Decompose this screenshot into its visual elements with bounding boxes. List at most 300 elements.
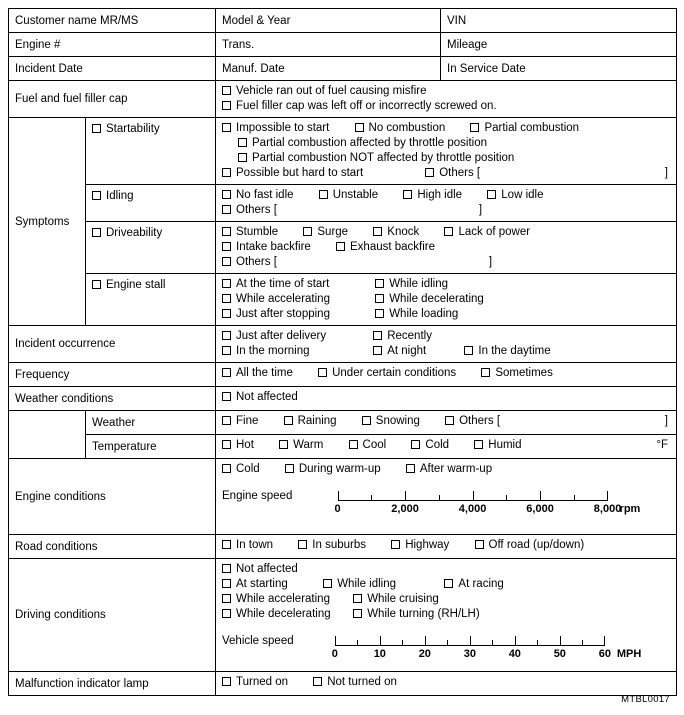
option-while-turning [353,607,479,622]
form-table [8,8,677,696]
checkbox[interactable] [470,123,479,132]
scale-tick-label: 10 [373,648,386,660]
option-label: Partial combustion [484,122,580,134]
option-label: Snowing [375,415,420,427]
option-all-the-time [222,366,293,381]
option-humid [474,438,521,453]
option-label: Not affected [236,391,298,403]
option-label: Others [ [236,256,277,268]
idling-row [9,185,677,222]
label-road-conditions [9,535,216,559]
checkbox[interactable] [319,190,328,199]
option-while-accelerating-stall [222,292,372,307]
checkbox[interactable] [425,168,434,177]
option-unstable [319,188,378,203]
option-in-town [222,538,273,553]
option-while-idling-stall [375,277,448,292]
cell-text: Trans. [222,38,255,51]
label-driving-conditions [9,559,216,672]
checkbox[interactable] [323,579,332,588]
label-temperature [86,435,216,459]
option-label: Under certain conditions [332,367,457,379]
label-weather-conditions [9,387,216,411]
driveability-row [9,222,677,274]
fuel-row [9,81,677,118]
weather-row [9,411,677,435]
checkbox[interactable] [375,309,384,318]
option-label: Recently [387,330,432,342]
option-label: Others [ [459,415,501,427]
checkbox[interactable] [222,579,231,588]
option-ran-out-of-fuel [222,84,427,99]
option-label: Cold [236,463,260,475]
option-partial-not-affected-throttle [238,151,514,166]
option-partial-affected-throttle [238,136,487,151]
header-row-2 [9,33,677,57]
row-label: Weather conditions [15,392,114,405]
cell-mileage [441,33,677,57]
symptom-driveability-cell [86,222,216,274]
symptom-engine-stall-cell [86,274,216,326]
checkbox[interactable] [375,279,384,288]
option-weather-not-affected [222,390,298,405]
cell-text: Manuf. Date [222,62,285,75]
checkbox[interactable] [222,190,231,199]
option-label: In suburbs [312,539,366,551]
bracket-close: ] [478,204,483,216]
row-label: Road conditions [15,540,98,553]
symptom-idling-cell [86,185,216,222]
scale-tick-label: 0 [334,503,341,515]
option-startability [92,123,160,135]
option-exhaust-backfire [336,240,435,255]
row-label: Temperature [92,440,157,453]
option-while-loading [375,307,458,322]
option-label: In the daytime [478,345,551,357]
incident-occurrence-options [216,326,677,363]
option-label: While accelerating [236,293,330,305]
option-label: Intake backfire [236,241,311,253]
option-at-night [373,344,461,359]
option-in-the-daytime [464,344,550,359]
option-impossible-to-start [222,121,329,136]
option-engine-cold [222,462,260,477]
checkbox[interactable] [279,440,288,449]
road-conditions-options [216,535,677,559]
temperature-options [216,435,677,459]
option-label: Fuel filler cap was left off or incorrectly screwed on. [236,100,497,112]
option-recently [373,329,432,344]
cell-vin [441,9,677,33]
engine-conditions-row [9,459,677,535]
cell-customer-name [9,9,216,33]
option-label: Idling [106,190,134,202]
driving-conditions-options [216,559,677,672]
cell-text: Customer name MR/MS [15,14,139,27]
option-label: No fast idle [236,189,294,201]
option-stumble [222,225,278,240]
row-label: Incident occurrence [15,338,116,350]
form-code: MTBL0017 [621,694,670,705]
scale-unit: MPH [616,648,642,660]
option-idling [92,190,134,202]
road-conditions-row [9,535,677,559]
option-at-time-of-start [222,277,372,292]
cell-model-year [216,9,441,33]
label-incident-occurrence [9,326,216,363]
option-label: Not affected [236,563,298,575]
option-label: All the time [236,367,293,379]
checkbox[interactable] [475,540,484,549]
startability-options [216,118,677,185]
checkbox[interactable] [406,464,415,473]
checkbox[interactable] [92,228,101,237]
option-label: While decelerating [236,608,331,620]
driving-conditions-row [9,559,677,672]
scale-tick-label: 0 [331,648,338,660]
checkbox[interactable] [222,205,231,214]
checkbox[interactable] [222,168,231,177]
checkbox[interactable] [336,242,345,251]
option-label: Highway [405,539,450,551]
checkbox[interactable] [298,540,307,549]
option-while-cruising [353,592,439,607]
checkbox[interactable] [222,392,231,401]
option-label: Humid [488,439,522,451]
row-label: Malfunction indicator lamp [15,677,149,690]
option-label: Hot [236,439,254,451]
engine-speed-scale [334,491,641,521]
checkbox[interactable] [355,123,364,132]
option-label: Unstable [332,189,379,201]
checkbox[interactable] [222,594,231,603]
checkbox[interactable] [222,416,231,425]
option-label: Fine [236,415,259,427]
engine-stall-options [216,274,677,326]
scale-tick-label: 6,000 [526,503,554,515]
option-at-starting [222,577,320,592]
checkbox[interactable] [222,309,231,318]
checkbox[interactable] [362,416,371,425]
option-at-racing [444,577,503,592]
option-in-the-morning [222,344,370,359]
option-just-after-delivery [222,329,370,344]
checkbox[interactable] [391,540,400,549]
cell-text: In Service Date [447,62,526,75]
option-raining [284,414,337,429]
cell-text: Incident Date [15,62,83,75]
checkbox[interactable] [313,677,322,686]
option-label: Exhaust backfire [350,241,436,253]
option-sometimes [481,366,553,381]
label-weather [86,411,216,435]
option-label: Others [ [236,204,277,216]
incident-occurrence-row [9,326,677,363]
checkbox[interactable] [222,368,231,377]
engine-conditions-options [216,459,677,535]
label-mil [9,672,216,696]
temperature-row [9,435,677,459]
startability-row [9,118,677,185]
option-surge [303,225,348,240]
checkbox[interactable] [353,594,362,603]
checkbox[interactable] [353,609,362,618]
option-label: While accelerating [236,593,330,605]
header-row-3 [9,57,677,81]
checkbox[interactable] [222,540,231,549]
engine-stall-row [9,274,677,326]
option-label: While decelerating [389,293,484,305]
checkbox[interactable] [444,579,453,588]
label-frequency [9,363,216,387]
option-label: Lack of power [458,226,531,238]
option-not-turned-on [313,675,397,690]
option-label: Warm [293,439,324,451]
checkbox[interactable] [222,609,231,618]
header-row-1 [9,9,677,33]
option-label: Cool [362,439,387,451]
scale-tick-label: 30 [463,648,476,660]
checkbox[interactable] [238,153,247,162]
checkbox[interactable] [349,440,358,449]
option-label: Possible but hard to start [236,167,364,179]
option-label: At the time of start [236,278,330,290]
option-label: Just after stopping [236,308,330,320]
option-label: After warm-up [419,463,493,475]
scale-unit: rpm [619,503,641,515]
checkbox[interactable] [373,346,382,355]
checkbox[interactable] [222,242,231,251]
checkbox[interactable] [222,331,231,340]
scale-tick-label: 20 [418,648,431,660]
option-label: Not turned on [327,676,397,688]
checkbox[interactable] [92,280,101,289]
option-label: Raining [297,415,337,427]
cell-manuf-date [216,57,441,81]
checkbox[interactable] [222,677,231,686]
option-label: Low idle [501,189,544,201]
engine-speed-label: Engine speed [222,490,293,502]
option-label: Driveability [106,227,163,239]
mil-row [9,672,677,696]
weather-options [216,411,677,435]
checkbox[interactable] [222,564,231,573]
option-label: At racing [458,578,504,590]
frequency-row [9,363,677,387]
row-label: Driving conditions [15,609,106,621]
option-label: While turning (RH/LH) [367,608,480,620]
option-hot [222,438,254,453]
option-fine [222,414,258,429]
option-label: Impossible to start [236,122,330,134]
checkbox[interactable] [222,86,231,95]
bracket-close: ] [664,167,668,179]
option-label: While idling [389,278,449,290]
label-fuel-filler-cap [9,81,216,118]
checkbox[interactable] [222,464,231,473]
checkbox[interactable] [222,101,231,110]
option-no-combustion [355,121,446,136]
scale-baseline [338,491,608,501]
cell-text: Mileage [447,38,488,51]
option-low-idle [487,188,543,203]
option-label: Sometimes [495,367,553,379]
spacer-cell [9,411,86,459]
option-while-decelerating-driving [222,607,350,622]
checkbox[interactable] [481,368,490,377]
checkbox[interactable] [411,440,420,449]
option-while-idling-driving [323,577,441,592]
cell-trans [216,33,441,57]
checkbox[interactable] [373,331,382,340]
checkbox[interactable] [464,346,473,355]
option-label: Knock [387,226,420,238]
option-driveability [92,227,162,239]
cell-text: Engine # [15,38,61,51]
label-engine-conditions [9,459,216,535]
vehicle-speed-scale [331,636,642,666]
checkbox[interactable] [92,124,101,133]
option-label: At starting [236,578,288,590]
option-lack-of-power [444,225,530,240]
option-label: Others [ [439,167,481,179]
option-label: High idle [417,189,463,201]
weather-not-affected-cell [216,387,677,411]
scale-tick-label: 2,000 [391,503,419,515]
checkbox[interactable] [284,416,293,425]
symptom-startability-cell [86,118,216,185]
option-under-certain-conditions [318,366,456,381]
option-label: Surge [317,226,349,238]
option-label: Off road (up/down) [488,539,585,551]
cell-engine-number [9,33,216,57]
option-label: In town [236,539,274,551]
checkbox[interactable] [403,190,412,199]
label-symptoms [9,118,86,326]
option-snowing [362,414,420,429]
checkbox[interactable] [222,123,231,132]
option-engine-stall [92,279,165,291]
option-label: Partial combustion NOT affected by throttle position [252,152,515,164]
option-partial-combustion [470,121,579,136]
option-label: Stumble [236,226,279,238]
bracket-close: ] [488,256,493,268]
option-in-suburbs [298,538,366,553]
scale-tick-label: 60 [598,648,611,660]
option-turned-on [222,675,288,690]
driveability-options [216,222,677,274]
option-knock [373,225,419,240]
bracket-close: ] [664,415,668,427]
option-label: Just after delivery [236,330,327,342]
option-possible-but-hard [222,166,422,181]
checkbox[interactable] [92,191,101,200]
option-label: Partial combustion affected by throttle position [252,137,488,149]
row-label: Symptoms [15,215,70,228]
checkbox[interactable] [474,440,483,449]
scale-baseline [335,636,605,646]
scale-tick-label: 50 [553,648,566,660]
option-while-decelerating-stall [375,292,484,307]
option-label: In the morning [236,345,310,357]
idling-options [216,185,677,222]
option-label: Cold [425,439,450,451]
checkbox[interactable] [373,227,382,236]
cell-text: Model & Year [222,14,291,27]
option-highway [391,538,449,553]
option-label: Vehicle ran out of fuel causing misfire [236,85,427,97]
checkbox[interactable] [445,416,454,425]
option-label: No combustion [368,122,446,134]
option-label: Turned on [236,676,288,688]
option-startability-others [425,166,480,181]
option-label: While cruising [367,593,439,605]
option-off-road [475,538,585,553]
checkbox[interactable] [222,440,231,449]
fuel-options [216,81,677,118]
checkbox[interactable] [222,257,231,266]
row-label: Engine conditions [15,490,106,503]
cell-in-service-date [441,57,677,81]
row-label: Frequency [15,368,70,381]
option-driving-not-affected [222,562,298,577]
cell-text: VIN [447,14,467,27]
option-label: While loading [389,308,459,320]
row-label: Weather [92,416,136,429]
option-during-warmup [285,462,381,477]
option-cold [411,438,449,453]
checkbox[interactable] [222,227,231,236]
scale-tick-label: 4,000 [458,503,487,515]
option-label: While idling [337,578,397,590]
checkbox[interactable] [285,464,294,473]
option-just-after-stopping [222,307,372,322]
checkbox[interactable] [487,190,496,199]
option-no-fast-idle [222,188,294,203]
option-weather-others [445,414,500,429]
checkbox[interactable] [222,279,231,288]
option-label: Engine stall [106,279,166,291]
option-driveability-others [222,255,277,270]
option-while-accelerating-driving [222,592,350,607]
mil-options [216,672,677,696]
scale-tick-label: 40 [508,648,521,660]
scale-tick-label: 8,000 [593,503,622,515]
option-after-warmup [406,462,492,477]
option-high-idle [403,188,462,203]
weather-conditions-row [9,387,677,411]
option-cool [349,438,387,453]
option-label: At night [387,345,427,357]
frequency-options [216,363,677,387]
checkbox[interactable] [303,227,312,236]
checkbox[interactable] [238,138,247,147]
option-warm [279,438,323,453]
option-intake-backfire [222,240,311,255]
checkbox[interactable] [375,294,384,303]
vehicle-speed-label: Vehicle speed [222,635,294,647]
temperature-unit: °F [656,439,668,451]
checkbox[interactable] [444,227,453,236]
option-filler-cap-left-off [222,99,497,114]
row-label: Fuel and fuel filler cap [15,93,128,105]
option-label: Startability [106,123,160,135]
checkbox[interactable] [222,294,231,303]
checkbox[interactable] [318,368,327,377]
checkbox[interactable] [222,346,231,355]
option-idling-others [222,203,277,218]
option-label: During warm-up [298,463,381,475]
